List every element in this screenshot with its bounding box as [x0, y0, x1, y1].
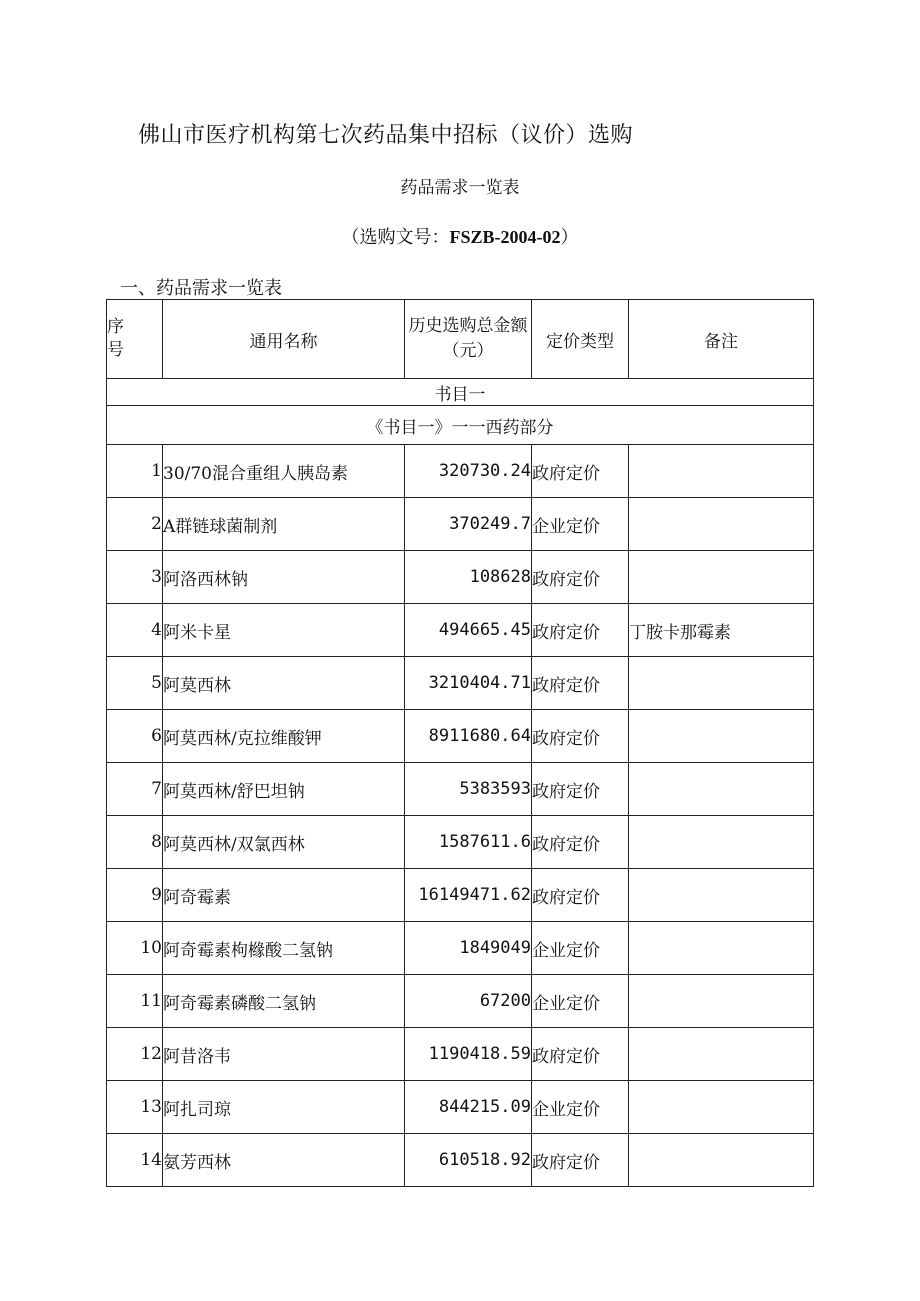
group-row — [107, 379, 814, 406]
row-amount: 8911680.64 — [405, 710, 532, 763]
docno-prefix: （选购文号： — [341, 227, 450, 248]
row-no: 11 — [107, 975, 163, 1028]
table-row — [107, 1028, 814, 1081]
document-subtitle — [0, 173, 920, 198]
row-note — [629, 551, 814, 604]
row-name: 阿莫西林/双氯西林 — [163, 816, 405, 869]
table-row — [107, 975, 814, 1028]
row-name: 阿米卡星 — [163, 604, 405, 657]
table-row — [107, 763, 814, 816]
row-amount: 67200 — [405, 975, 532, 1028]
row-amount: 1849049 — [405, 922, 532, 975]
document-title: 佛山市医疗机构第七次药品集中招标（议价）选购 — [138, 123, 634, 148]
row-name: 阿扎司琼 — [163, 1081, 405, 1134]
row-amount: 494665.45 — [405, 604, 532, 657]
row-note — [629, 1081, 814, 1134]
table-row — [107, 551, 814, 604]
row-name: 氨芳西林 — [163, 1134, 405, 1187]
row-amount: 370249.7 — [405, 498, 532, 551]
table-row — [107, 1134, 814, 1187]
row-note — [629, 657, 814, 710]
table-row — [107, 657, 814, 710]
table-row — [107, 922, 814, 975]
row-amount: 1190418.59 — [405, 1028, 532, 1081]
row-note: 丁胺卡那霉素 — [629, 604, 814, 657]
table-row — [107, 710, 814, 763]
row-no: 2 — [107, 498, 163, 551]
row-amount: 1587611.6 — [405, 816, 532, 869]
row-price-type: 政府定价 — [532, 445, 629, 498]
table-row — [107, 604, 814, 657]
header-name: 通用名称 — [163, 300, 405, 379]
subgroup-label: 《书目一》一一西药部分 — [107, 406, 814, 445]
section-heading: 一、药品需求一览表 — [120, 278, 282, 299]
row-name: 阿奇霉素 — [163, 869, 405, 922]
row-no: 10 — [107, 922, 163, 975]
row-no: 9 — [107, 869, 163, 922]
header-amount: 历史选购总金额（元） — [405, 300, 532, 379]
row-note — [629, 922, 814, 975]
row-amount: 844215.09 — [405, 1081, 532, 1134]
row-note — [629, 1134, 814, 1187]
row-no: 5 — [107, 657, 163, 710]
row-no: 6 — [107, 710, 163, 763]
docno-code: FSZB-2004-02 — [449, 227, 561, 247]
row-price-type: 企业定价 — [532, 922, 629, 975]
row-note — [629, 445, 814, 498]
row-price-type: 政府定价 — [532, 869, 629, 922]
row-name: 阿莫西林 — [163, 657, 405, 710]
row-no: 14 — [107, 1134, 163, 1187]
table-row — [107, 498, 814, 551]
row-no: 12 — [107, 1028, 163, 1081]
header-note: 备注 — [629, 300, 814, 379]
row-name: 阿莫西林/舒巴坦钠 — [163, 763, 405, 816]
row-note — [629, 869, 814, 922]
row-amount: 320730.24 — [405, 445, 532, 498]
subtitle-text: 药品需求一览表 — [400, 178, 520, 198]
row-name: 30/70混合重组人胰岛素 — [163, 445, 405, 498]
docno-suffix: ） — [560, 227, 579, 248]
row-no: 7 — [107, 763, 163, 816]
row-price-type: 政府定价 — [532, 1134, 629, 1187]
table-row — [107, 869, 814, 922]
row-price-type: 企业定价 — [532, 1081, 629, 1134]
header-no-text: 序 号 — [107, 317, 124, 360]
row-price-type: 政府定价 — [532, 657, 629, 710]
row-price-type: 政府定价 — [532, 551, 629, 604]
row-no: 1 — [107, 445, 163, 498]
table-header-row — [107, 300, 814, 379]
row-no: 3 — [107, 551, 163, 604]
table-row — [107, 816, 814, 869]
row-amount: 5383593 — [405, 763, 532, 816]
row-amount: 610518.92 — [405, 1134, 532, 1187]
header-price-type: 定价类型 — [532, 300, 629, 379]
row-note — [629, 1028, 814, 1081]
row-note — [629, 498, 814, 551]
table-row — [107, 1081, 814, 1134]
document-number — [0, 223, 920, 249]
row-name: 阿莫西林/克拉维酸钾 — [163, 710, 405, 763]
row-price-type: 企业定价 — [532, 498, 629, 551]
row-price-type: 政府定价 — [532, 1028, 629, 1081]
row-name: A群链球菌制剂 — [163, 498, 405, 551]
row-note — [629, 710, 814, 763]
row-price-type: 政府定价 — [532, 816, 629, 869]
subgroup-row — [107, 406, 814, 445]
row-price-type: 政府定价 — [532, 710, 629, 763]
table-row — [107, 445, 814, 498]
group-label: 书目一 — [107, 379, 814, 406]
header-no — [107, 300, 163, 379]
row-no: 13 — [107, 1081, 163, 1134]
drug-demand-table — [106, 299, 814, 1187]
row-name: 阿奇霉素枸橼酸二氢钠 — [163, 922, 405, 975]
row-name: 阿奇霉素磷酸二氢钠 — [163, 975, 405, 1028]
row-price-type: 政府定价 — [532, 763, 629, 816]
row-no: 8 — [107, 816, 163, 869]
row-note — [629, 763, 814, 816]
row-amount: 108628 — [405, 551, 532, 604]
row-no: 4 — [107, 604, 163, 657]
row-name: 阿洛西林钠 — [163, 551, 405, 604]
row-amount: 3210404.71 — [405, 657, 532, 710]
row-price-type: 企业定价 — [532, 975, 629, 1028]
row-note — [629, 975, 814, 1028]
row-note — [629, 816, 814, 869]
row-name: 阿昔洛韦 — [163, 1028, 405, 1081]
row-price-type: 政府定价 — [532, 604, 629, 657]
row-amount: 16149471.62 — [405, 869, 532, 922]
